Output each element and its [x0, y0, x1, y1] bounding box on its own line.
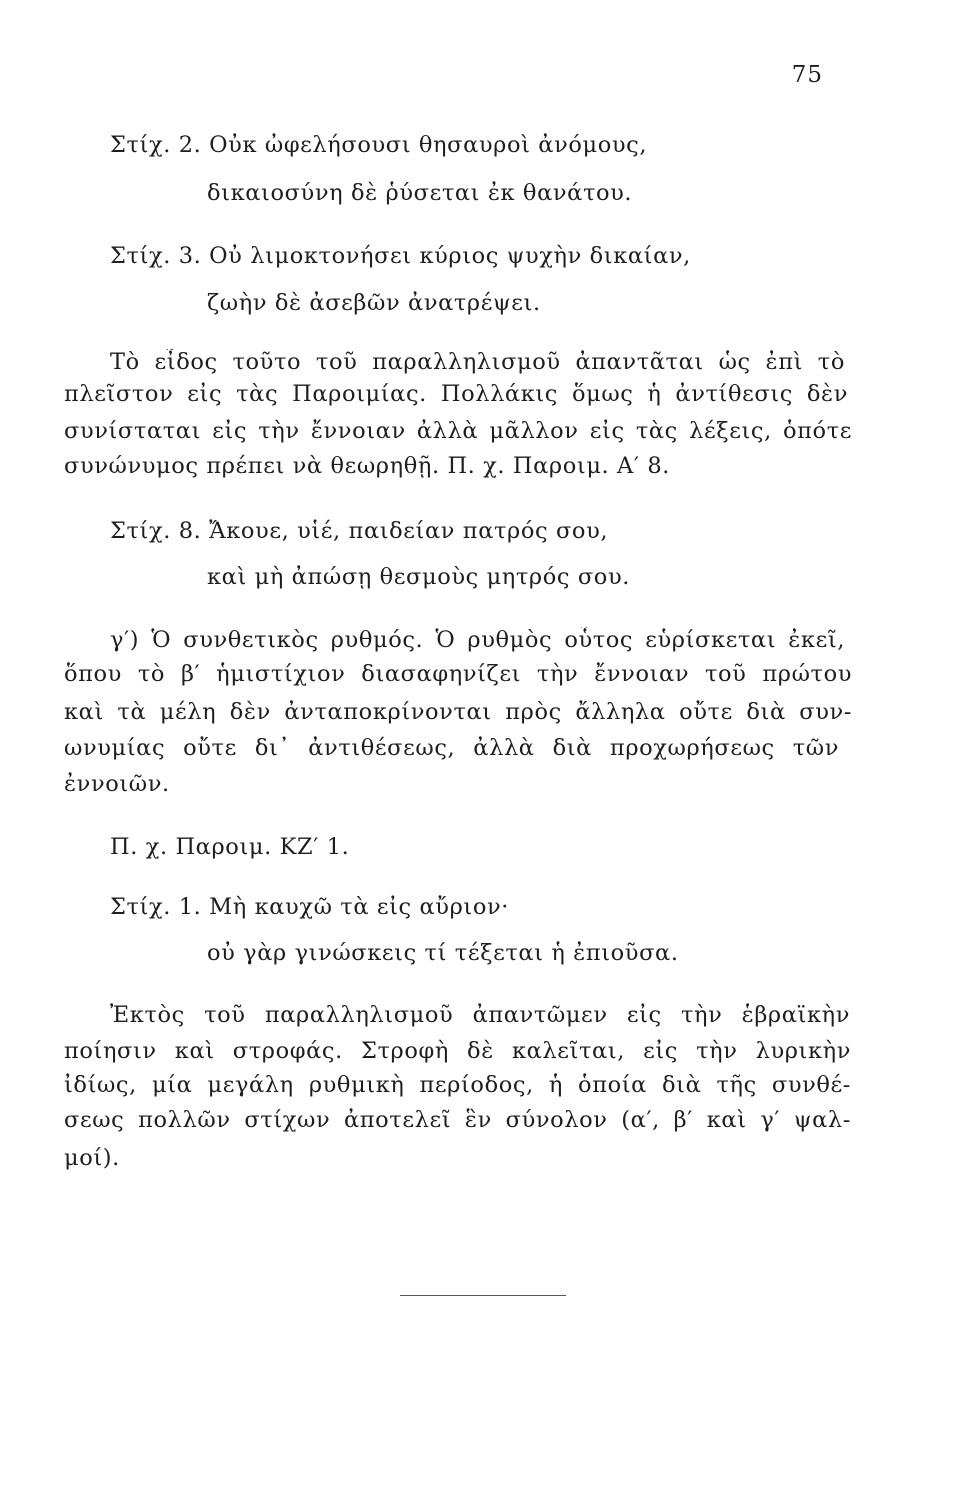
end-divider: [400, 1295, 566, 1296]
page-number: 75: [791, 62, 823, 88]
paragraph-line: ἰδίως, μία μεγάλη ρυθμικὴ περίοδος, ἡ ὁποία διὰ τῆς συνθέ-: [64, 1072, 851, 1098]
verse-line: οὐ γὰρ γινώσκεις τί τέξεται ἡ ἐπιοῦσα.: [207, 940, 679, 966]
paragraph-line: σεως πολλῶν στίχων ἀποτελεῖ ἓν σύνολον (α′, β′ καὶ γ′ ψαλ-: [64, 1107, 851, 1133]
paragraph-line: καὶ τὰ μέλη δὲν ἀνταποκρίνονται πρὸς ἄλληλα οὔτε διὰ συν-: [64, 699, 852, 725]
paragraph-line: συνώνυμος πρέπει νὰ θεωρηθῇ. Π. χ. Παροιμ. Α′ 8.: [64, 453, 671, 479]
verse-line: ζωὴν δὲ ἀσεβῶν ἀνατρέψει.: [207, 290, 541, 316]
paragraph-line: πλεῖστον εἰς τὰς Παροιμίας. Πολλάκις ὅμως ἡ ἀντίθεσις δὲν: [64, 381, 848, 407]
verse-line: Στίχ. 3. Οὐ λιμοκτονήσει κύριος ψυχὴν δικαίαν,: [110, 243, 691, 269]
paragraph-line: ἐννοιῶν.: [64, 771, 170, 797]
paragraph-line: Τὸ εἶδος τοῦτο τοῦ παραλληλισμοῦ ἀπαντᾶται ὡς ἐπὶ τὸ: [110, 349, 845, 375]
paragraph-line: ποίησιν καὶ στροφάς. Στροφὴ δὲ καλεῖται, εἰς τὴν λυρικὴν: [64, 1038, 851, 1064]
paragraph-line: συνίσταται εἰς τὴν ἔννοιαν ἀλλὰ μᾶλλον εἰς τὰς λέξεις, ὁπότε: [64, 418, 852, 444]
verse-line: Στίχ. 8. Ἄκουε, υἱέ, παιδείαν πατρός σου,: [110, 518, 609, 544]
verse-line: Στίχ. 1. Μὴ καυχῶ τὰ εἰς αὔριον·: [110, 894, 509, 920]
paragraph-line: Ἐκτὸς τοῦ παραλληλισμοῦ ἀπαντῶμεν εἰς τὴν ἑβραϊκὴν: [110, 1002, 850, 1028]
paragraph-line: μοί).: [64, 1145, 120, 1171]
paragraph-line: γ′) Ὁ συνθετικὸς ρυθμός. Ὁ ρυθμὸς οὗτος εὑρίσκεται ἐκεῖ,: [110, 627, 845, 653]
example-reference: Π. χ. Παροιμ. ΚΖ′ 1.: [110, 834, 350, 860]
paragraph-line: ὅπου τὸ β′ ἡμιστίχιον διασαφηνίζει τὴν ἔννοιαν τοῦ πρώτου: [64, 661, 852, 687]
paragraph-line: ωνυμίας οὔτε δι᾿ ἀντιθέσεως, ἀλλὰ διὰ προχωρήσεως τῶν: [64, 735, 839, 761]
verse-line: καὶ μὴ ἀπώσῃ θεσμοὺς μητρός σου.: [207, 564, 630, 590]
verse-line: Στίχ. 2. Οὐκ ὠφελήσουσι θησαυροὶ ἀνόμους,: [110, 132, 648, 158]
verse-line: δικαιοσύνη δὲ ῥύσεται ἐκ θανάτου.: [207, 180, 633, 206]
